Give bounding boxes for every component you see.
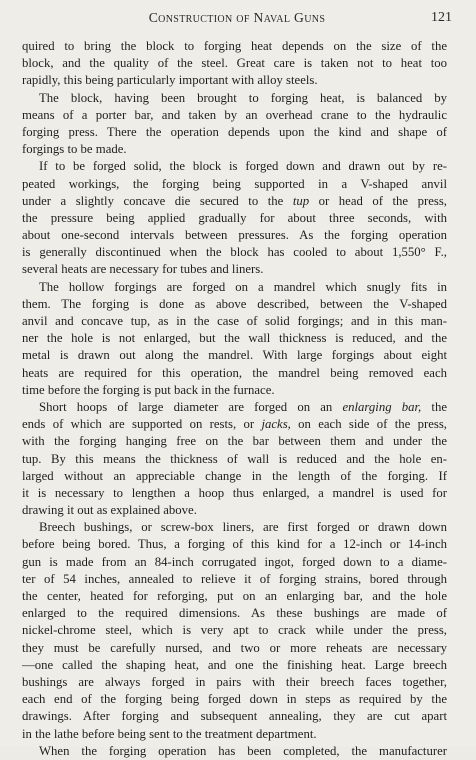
text-line [22, 399, 447, 416]
text-segment: ends of which are supported on rests, or [22, 417, 262, 432]
paragraph [22, 279, 447, 399]
text-segment: the [421, 399, 447, 414]
text-segment: on each side of the press, [290, 417, 447, 432]
text-line: forging press. There the operation depends upon the kind and shape of [22, 124, 447, 139]
text-line: forgings to be made. [22, 142, 127, 157]
text-line: is generally discontinued when the block has cooled to about 1,550° F., [22, 245, 447, 260]
text-line: before being bored. Thus, a forging of this kind for a 12-inch or 14-inch [22, 537, 447, 552]
text-line: each end of the forging being forged down in steps as required by the [22, 692, 447, 707]
paragraph [22, 38, 447, 90]
text-line: —one called the shaping heat, and one the finishing heat. Large breech [22, 657, 447, 672]
text-line: larged without an appreciable change in the length of the forging. If [22, 468, 447, 483]
text-line: drawings. After forging and subsequent annealing, they are cut apart [22, 709, 447, 724]
text-line: If to be forged solid, the block is forged down and drawn out by re- [39, 159, 447, 174]
text-line: ter of 54 inches, annealed to relieve it of forging strains, bored through [22, 571, 447, 586]
paragraph [22, 90, 447, 159]
text-line: The block, having been brought to forging heat, is balanced by [39, 90, 447, 105]
text-line: enlarged to the required dimensions. As these bushings are made of [22, 606, 447, 621]
text-line: the pressure being applied gradually for about three seconds, with [22, 210, 447, 225]
text-line: drawing it out as explained above. [22, 503, 197, 518]
text-line: means of a porter bar, and taken by an overhead crane to the hydraulic [22, 107, 447, 122]
text-line: with the forging hanging free on the bar between them and under the [22, 434, 447, 449]
text-line: The hollow forgings are forged on a mandrel which snugly fits in [39, 279, 447, 294]
paragraph [22, 743, 447, 760]
text-line: Breech bushings, or screw-box liners, are first forged or drawn down [39, 520, 447, 535]
text-line: time before the forging is put back in the furnace. [22, 382, 275, 397]
text-line: the center, heated for reforging, put on an enlarging bar, and the hole [22, 589, 447, 603]
italic-term: tup [292, 193, 310, 208]
text-segment: under a slightly concave die secured to the [22, 193, 293, 208]
text-line: gun is made from an 84-inch corrugated ingot, forged down to a diame- [22, 554, 447, 569]
text-line: block, and the quality of the steel. Great care is taken not to heat too [22, 56, 447, 71]
paragraph [22, 399, 447, 519]
text-line: nickel-chrome steel, which is very apt to crack while under the press, [22, 623, 447, 638]
text-line: rapidly, this being particularly important with alloy steels. [22, 73, 318, 88]
text-segment: Short hoops of large diameter are forged on an [39, 399, 343, 414]
text-line: in the lathe before being sent to the treatment department. [22, 726, 317, 741]
text-line: several heats are necessary for tubes and liners. [22, 262, 264, 277]
text-line [22, 193, 447, 210]
text-line: metal is drawn out along the mandrel. With large forgings about eight [22, 348, 447, 363]
text-line: When the forging operation has been completed, the manufacturer [39, 743, 447, 758]
text-line: tup. By this means the thickness of wall is reduced and the hole en- [22, 451, 447, 466]
text-segment: or head of the press, [309, 193, 447, 208]
body-text [22, 38, 447, 760]
text-line: them. The forging is done as above described, between the V-shaped [22, 296, 447, 311]
text-line: heats are required for this operation, the mandrel being removed each [22, 365, 447, 380]
text-line: quired to bring the block to forging heat depends on the size of the [22, 39, 447, 53]
italic-term: jacks, [261, 417, 291, 432]
text-line: anvil and concave tup, as in the case of solid forgings; and in this man- [22, 314, 447, 328]
text-line [22, 416, 447, 433]
running-title: Construction of Naval Guns [148, 10, 326, 25]
page-number: 121 [431, 10, 452, 25]
text-line: about one-second intervals between pressures. As the forging operation [22, 228, 447, 243]
text-line: it is necessary to lengthen a hoop thus enlarged, a mandrel is used for [22, 485, 447, 500]
text-line: they must be carefully nursed, and two or more reheats are necessary [22, 640, 447, 655]
text-line: peated workings, the forging being supported in a V-shaped anvil [22, 176, 447, 191]
text-line: bushings are always forged in pairs with their breech faces together, [22, 674, 447, 689]
italic-term: enlarging bar, [342, 399, 422, 414]
text-line: ner the hole is not enlarged, but the wall thickness is reduced, and the [22, 331, 447, 346]
paragraph [22, 158, 447, 278]
page-header [22, 10, 452, 30]
paragraph [22, 519, 447, 742]
